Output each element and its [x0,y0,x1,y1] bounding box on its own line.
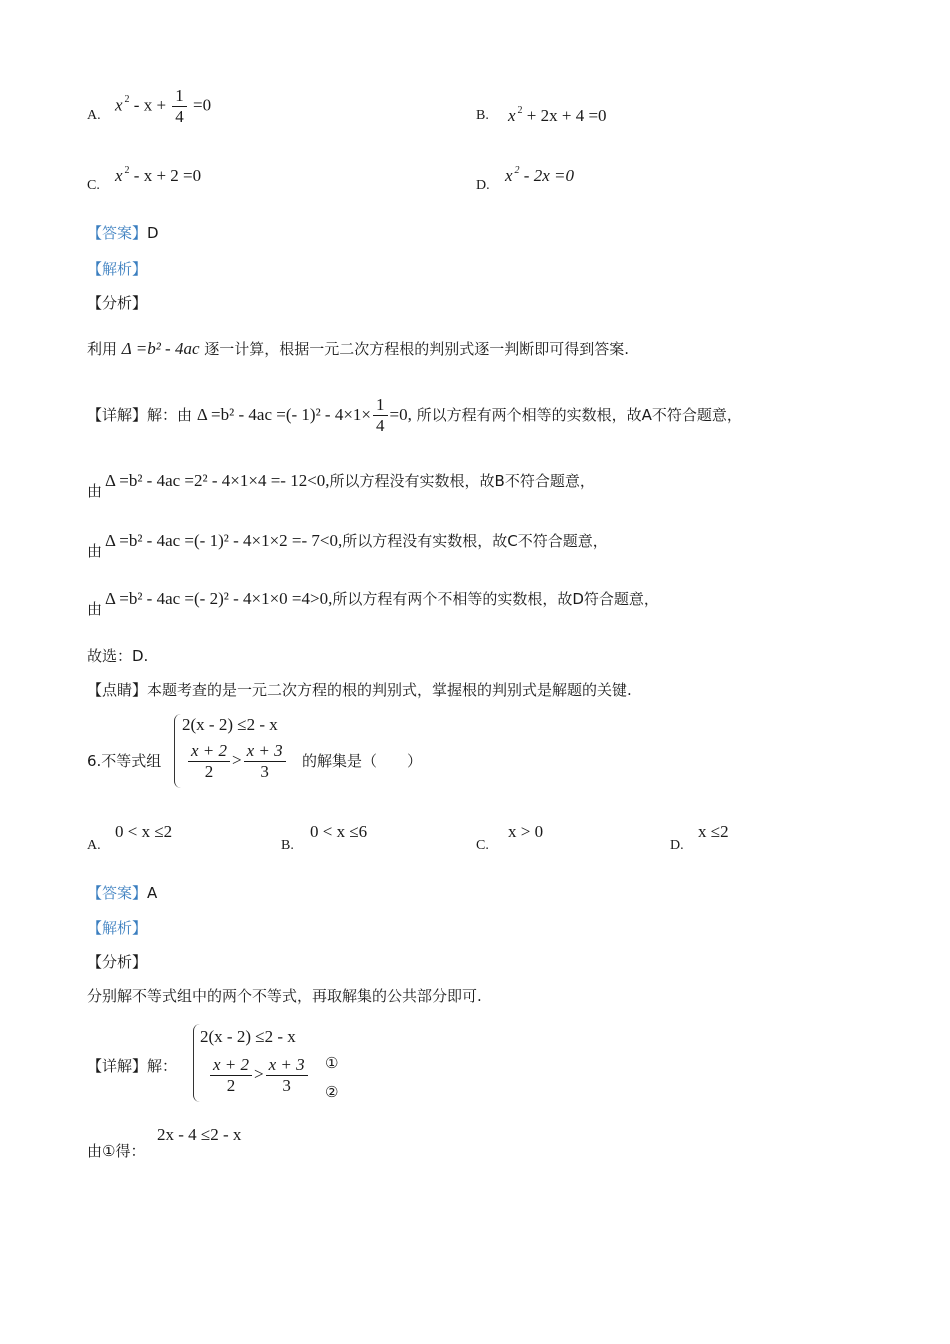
option-b-formula: x $^2$ + 2x + 4 =0 [508,105,607,125]
q6-answer: 【答案】A [87,884,158,902]
q6-detail-ineq1: 2(x - 2) ≤2 - x [200,1027,296,1046]
q6-detail-ineq2: $\frac{x + 2}{2}$ > $\frac{x + 3}{3}$ [208,1055,310,1096]
option-b-label: B. [476,108,489,123]
q5-analysis: 利用 Δ =b² - 4ac 逐一计算，根据一元二次方程根的判别式逐一判断即可得到答案. [87,339,630,358]
q6-option-d-label: D. [670,838,684,853]
q5-detail-line3: Δ =b² - 4ac =(- 1)² - 4×1×2 =- 7<0,所以方程没有实数根，故C不符合题意， [105,531,608,550]
q5-answer: 【答案】D [87,224,159,242]
q5-detail-you-4: 由 [87,600,103,618]
q6-option-b-label: B. [281,838,294,853]
q5-choice: 故选：D. [87,647,149,665]
q5-detail-line1: 【详解】解：由 Δ =b² - 4ac =(- 1)² - 4×1× $\frac{1}{4}$ =0, 所以方程有两个相等的实数根，故A不符合题意， [87,395,742,435]
q5-fenxi: 【分析】 [87,294,148,312]
q6-ineq1: 2(x - 2) ≤2 - x [182,715,278,734]
q6-step-math: 2x - 4 ≤2 - x [157,1125,242,1144]
q6-mark-2: ② [325,1083,339,1101]
option-a-formula: x $^2$ - x + $\frac{1}{4}$ =0 [115,86,212,126]
q5-jiexi: 【解析】 [87,260,148,278]
q6-option-a-label: A. [87,838,101,853]
q6-stem-post: 的解集是（ ） [302,752,423,770]
q6-stem-pre: 6.不等式组 [87,752,162,770]
q6-option-a: 0 < x ≤2 [115,822,173,841]
option-c-label: C. [87,178,100,193]
q6-detail-brace [193,1024,200,1102]
option-d-formula: x $^2$ - 2x =0 [505,165,574,185]
q6-step-pre: 由①得： [87,1142,146,1160]
option-d-label: D. [476,178,490,193]
option-a-label: A. [87,108,101,123]
q5-detail-line2: Δ =b² - 4ac =2² - 4×1×4 =- 12<0,所以方程没有实数根，故B不符合题意， [105,471,595,490]
q6-fenxi: 【分析】 [87,953,148,971]
q5-detail-you-2: 由 [87,482,103,500]
q6-brace [174,714,181,788]
q6-mark-1: ① [325,1054,339,1072]
q6-option-c-label: C. [476,838,489,853]
q6-option-b: 0 < x ≤6 [310,822,368,841]
q5-detail-you-3: 由 [87,542,103,560]
q5-dianjing: 【点睛】本题考查的是一元二次方程的根的判别式，掌握根的判别式是解题的关键. [87,681,632,699]
q6-option-d: x ≤2 [698,822,729,841]
q6-option-c: x > 0 [508,822,544,841]
q6-jiexi: 【解析】 [87,919,148,937]
q6-ineq2: $\frac{x + 2}{2}$ > $\frac{x + 3}{3}$ [186,741,288,782]
option-c-formula: x $^2$ - x + 2 =0 [115,165,202,185]
q5-detail-line4: Δ =b² - 4ac =(- 2)² - 4×1×0 =4>0,所以方程有两个不相等的实数根，故D符合题意， [105,589,659,608]
q6-detail-tag: 【详解】解： [87,1057,178,1075]
q6-analysis: 分别解不等式组中的两个不等式，再取解集的公共部分即可. [87,987,482,1005]
